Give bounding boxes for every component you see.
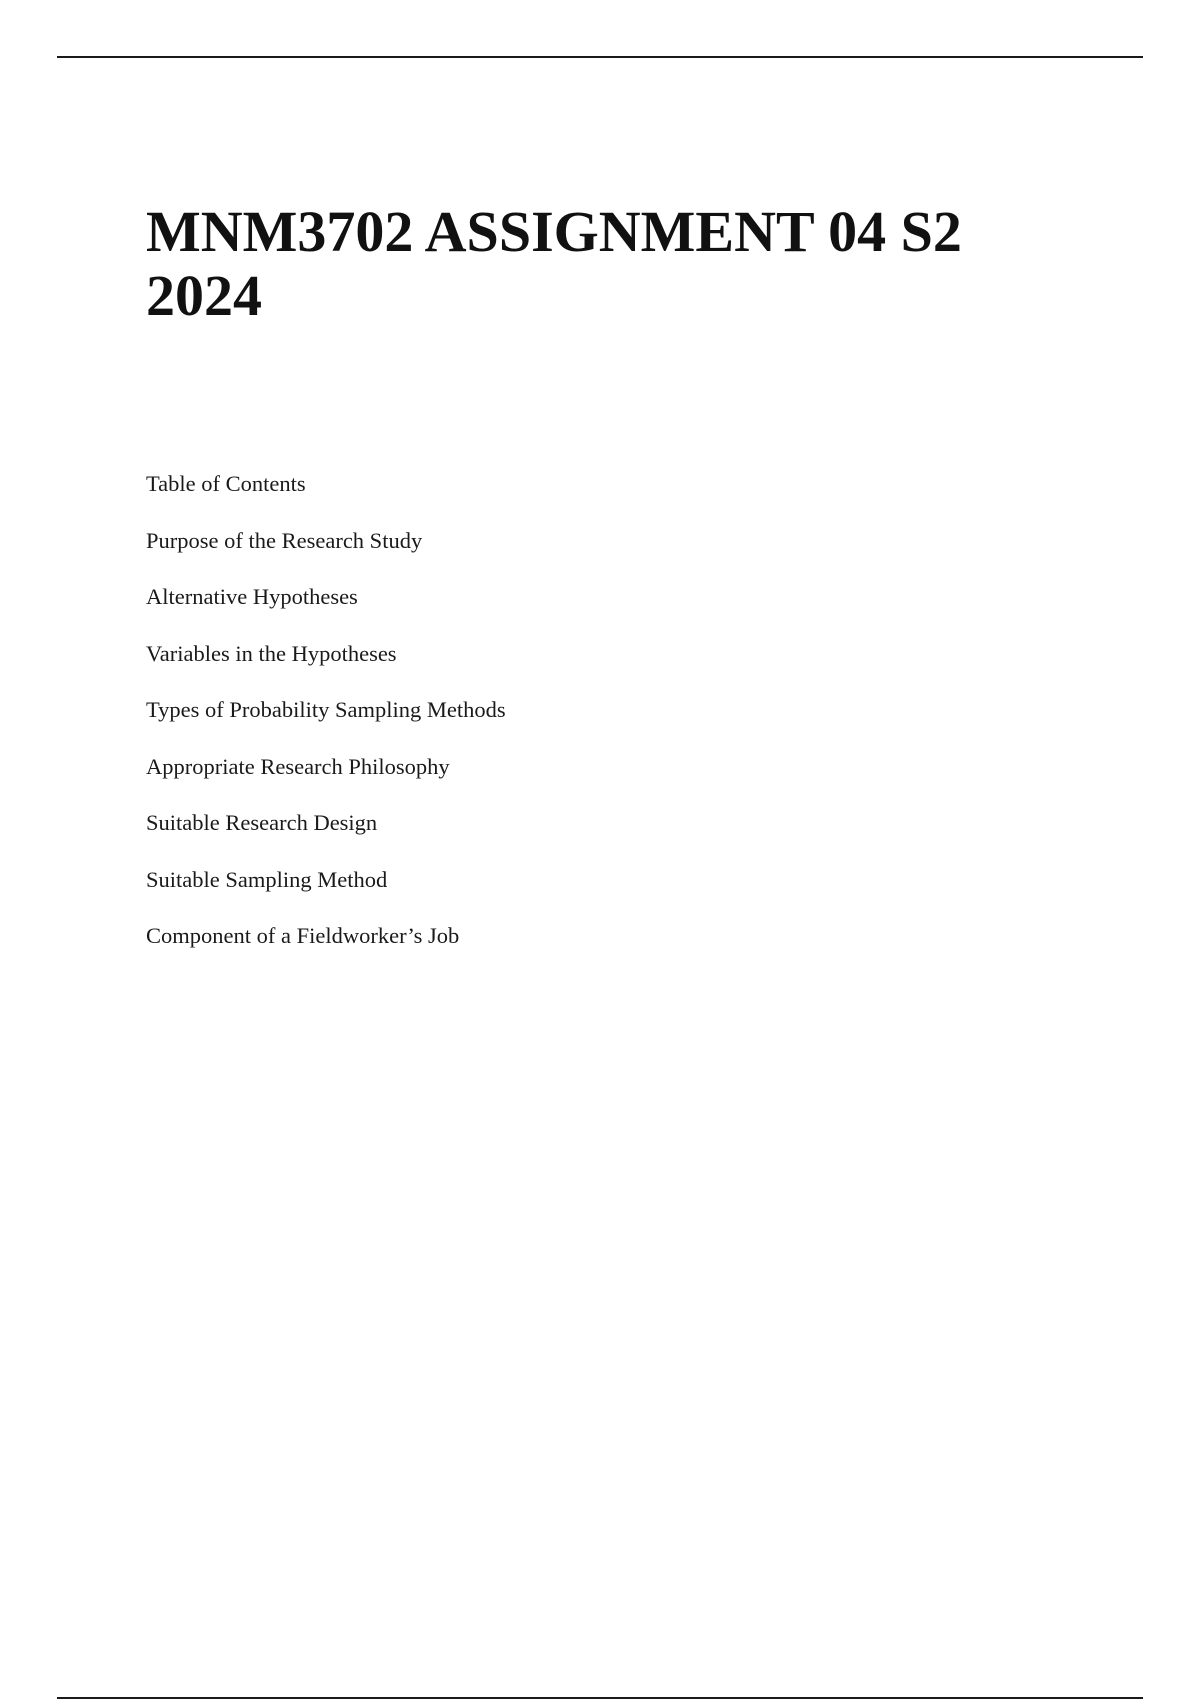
footer-rule — [57, 1697, 1143, 1699]
table-of-contents — [146, 470, 506, 979]
toc-item-purpose: Purpose of the Research Study — [146, 527, 423, 553]
toc-heading: Table of Contents — [146, 471, 306, 496]
toc-item-research-philosophy: Appropriate Research Philosophy — [146, 753, 450, 779]
document-title-line-1: MNM3702 ASSIGNMENT 04 S2 — [146, 199, 962, 264]
document-title — [146, 200, 1046, 328]
header-rule — [57, 56, 1143, 58]
toc-item-research-design: Suitable Research Design — [146, 810, 378, 835]
toc-item-alternative-hypotheses: Alternative Hypotheses — [146, 584, 358, 609]
toc-item-fieldworker-job: Component of a Fieldworker’s Job — [146, 923, 460, 948]
toc-item-probability-sampling: Types of Probability Sampling Methods — [146, 697, 506, 722]
toc-item-variables: Variables in the Hypotheses — [146, 640, 397, 666]
document-title-line-2: 2024 — [146, 263, 262, 328]
toc-item-sampling-method: Suitable Sampling Method — [146, 866, 388, 892]
